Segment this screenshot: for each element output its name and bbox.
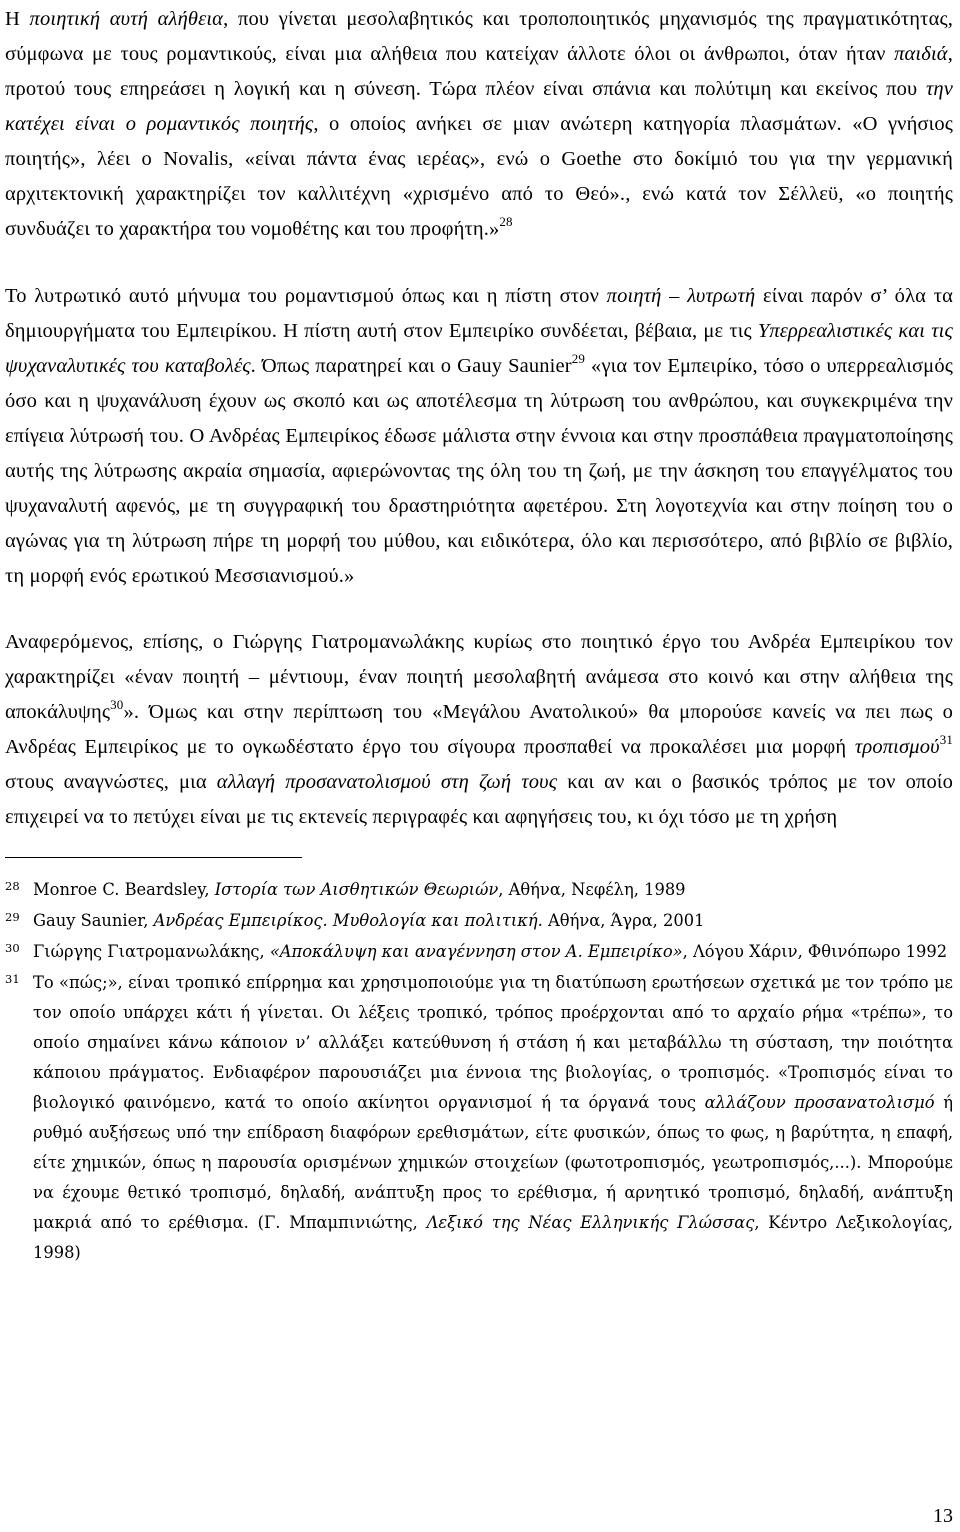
text-run: Το «πώς;», είναι τροπικό επίρρημα και χρησιμοποιούμε για τη διατύπωση ερωτήσεων σχετικά με τον τρόπο με τον οποίο υπάρχει κάτι ή γίνεται. Οι λέξεις τροπικό, τρόπος προέρχονται από το αρχαίο ρήμα «τρέπω», το οποίο σημαίνει κάνω κάποιον ν’ αλλάξει κατεύθυνση ή στάση ή και μεταβάλλω τη σύσταση, την ποιότητα κάποιου πράγματος. Ενδιαφέρον παρουσιάζει μια έννοια της βιολογίας, ο τροπισμός. «Τροπισμός είναι το βιολογικό φαινόμενο, κατά το οποίο ακίνητοι οργανισμοί ή τα όργανά τους <box>33 973 953 1112</box>
footnote-number: 29 <box>5 910 20 924</box>
footnote-separator <box>5 857 302 858</box>
footnote-reference: 31 <box>939 732 953 747</box>
text-run: στους αναγνώστες, μια <box>5 771 217 793</box>
text-run: Αθήνα, Άγρα, 2001 <box>542 911 705 930</box>
footnote <box>5 937 953 967</box>
text-run: , που γίνεται μεσολαβητικός και τροποποιητικός μηχανισμός της πραγματικότητας, σύμφωνα με τους ρομαντικούς, είναι μια αλήθεια που κατείχαν άλλοτε όλοι οι άνθρωποι, όταν ήταν <box>5 8 953 65</box>
text-run: και αν και ο βασικός τρόπος με τον οποίο επιχειρεί να το πετύχει είναι με τις εκτενείς περιγραφές και αφηγήσεις του, κι όχι τόσο με τη χρήση <box>5 771 953 828</box>
text-run: , ο οποίος ανήκει σε μιαν ανώτερη κατηγορία πλασμάτων. «Ο γνήσιος ποιητής», λέει ο Novalis, «είναι πάντα ένας ιερέας», ενώ ο Goethe στο δοκίμιό του για την γερμανική αρχιτεκτονική χαρακτηρίζει τον καλλιτέχνη «χρισμένο από το Θεό»., ενώ κατά τον Σέλλεϋ, «ο ποιητής συνδυάζει το χαρακτήρα του νομοθέτης και του προφήτη.» <box>5 113 953 240</box>
italic-text: Υπερρεαλιστικές και τις ψυχαναλυτικές του καταβολές <box>5 320 953 377</box>
italic-text: παιδιά <box>894 43 948 65</box>
paragraph-gap <box>5 247 953 279</box>
text-run: . Όπως παρατηρεί και ο Gauy Saunier <box>250 355 572 377</box>
text-run: , Κέντρο Λεξικολογίας, 1998) <box>33 1213 953 1262</box>
italic-text: αλλάζουν προσανατολισμό <box>704 1093 935 1112</box>
text-run: Monroe C. Beardsley, <box>33 880 215 899</box>
text-run: Αναφερόμενος, επίσης, ο Γιώργης Γιατρομανωλάκης κυρίως στο ποιητικό έργο του Ανδρέα Εμπειρίκου τον χαρακτηρίζει «έναν ποιητή – μέντιουμ, έναν ποιητή μεσολαβητή ανάμεσα στο κοινό και στην αλήθεια της αποκάλυψης <box>5 631 953 723</box>
italic-text: Ιστορία των Αισθητικών Θεωριών <box>214 880 499 899</box>
text-run: Gauy Saunier, <box>33 911 154 930</box>
italic-text: την κατέχει είναι ο ρομαντικός ποιητής <box>5 78 953 135</box>
text-run: , προτού τους επηρεάσει η λογική και η σύνεση. Τώρα πλέον είναι σπάνια και πολύτιμη και εκείνος που <box>5 43 953 100</box>
paragraph <box>5 2 953 247</box>
italic-text: «Αποκάλυψη και αναγέννηση στον Α. Εμπειρίκο» <box>269 942 683 961</box>
footnote-number: 28 <box>5 879 20 893</box>
footnote-number: 30 <box>5 941 20 955</box>
text-run: Γιώργης Γιατρομανωλάκης, <box>33 942 270 961</box>
footnote-reference: 30 <box>110 697 124 712</box>
footnote <box>5 875 953 905</box>
italic-text: Λεξικό της Νέας Ελληνικής Γλώσσας <box>426 1213 755 1232</box>
italic-text: ποιητή – λυτρωτή <box>606 285 756 307</box>
italic-text: τροπισμού <box>854 736 940 758</box>
text-run: είναι παρόν σ’ όλα τα δημιουργήματα του Εμπειρίκου. Η πίστη αυτή στον Εμπειρίκο συνδέεται, βέβαια, με τις <box>5 285 954 342</box>
paragraph <box>5 279 953 594</box>
footnote <box>5 968 953 1268</box>
text-run: Το λυτρωτικό αυτό μήνυμα του ρομαντισμού όπως και η πίστη στον <box>5 285 607 307</box>
footnote-reference: 28 <box>499 214 513 229</box>
text-run: , Λόγου Χάριν, Φθινόπωρο 1992 <box>682 942 948 961</box>
footnotes <box>5 875 953 1268</box>
footnote-reference: 29 <box>571 351 586 366</box>
footnote-number: 31 <box>5 972 20 986</box>
text-run: «για τον Εμπειρίκο, τόσο ο υπερρεαλισμός όσο και η ψυχανάλυση έχουν ως σκοπό και ως αποτέλεσμα τη λύτρωση του ανθρώπου, και συγκεκριμένα την επίγεια λύτρωσή του. Ο Ανδρέας Εμπειρίκος έδωσε μάλιστα στην έννοια και στην προσπάθεια πραγματοποίησης αυτής της λύτρωσης ακραία σημασία, αφιερώνοντας της όλη του τη ζωή, με την άσκηση του επαγγέλματος του ψυχαναλυτή αφενός, με τη συγγραφική του δραστηριότητα αφετέρου. Στη λογοτεχνία και στην ποίηση του ο αγώνας για τη λύτρωση πήρε τη μορφή του μύθου, και ειδικότερα, όλο και περισσότερο, από βιβλίο σε βιβλίο, τη μορφή ενός ερωτικού Μεσσιανισμού.» <box>5 355 953 587</box>
text-run: Η <box>5 8 30 30</box>
footnote <box>5 906 953 936</box>
paragraph <box>5 625 953 835</box>
text-run: ». Όμως και στην περίπτωση του «Μεγάλου Ανατολικού» θα μπορούσε κανείς να πει πως ο Ανδρέας Εμπειρίκος με το ογκωδέστατο έργο του σίγουρα προσπαθεί να προκαλέσει μια μορφή <box>5 701 953 758</box>
paragraph-gap <box>5 594 953 625</box>
body-text <box>5 2 953 835</box>
italic-text: Ανδρέας Εμπειρίκος. Μυθολογία και πολιτική. <box>153 911 543 930</box>
text-run: , Αθήνα, Νεφέλη, 1989 <box>498 880 686 899</box>
page-number: 13 <box>933 1505 953 1527</box>
italic-text: αλλαγή προσανατολισμού στη ζωή τους <box>216 771 558 793</box>
italic-text: ποιητική αυτή αλήθεια <box>29 8 224 30</box>
text-run: ή ρυθμό αυξήσεως υπό την επίδραση διαφόρων ερεθισμάτων, είτε φυσικών, όπως το φως, η βαρύτητα, η επαφή, είτε χημικών, όπως η παρουσία ορισμένων χημικών στοιχείων (φωτοτροπισμός, γεωτροπισμός,...). Μπορούμε να έχουμε θετικό τροπισμό, δηλαδή, ανάπτυξη προς το ερέθισμα, ή αρνητικό τροπισμό, δηλαδή, ανάπτυξη μακριά από το ερέθισμα. (Γ. Μπαμπινιώτης, <box>33 1093 953 1232</box>
